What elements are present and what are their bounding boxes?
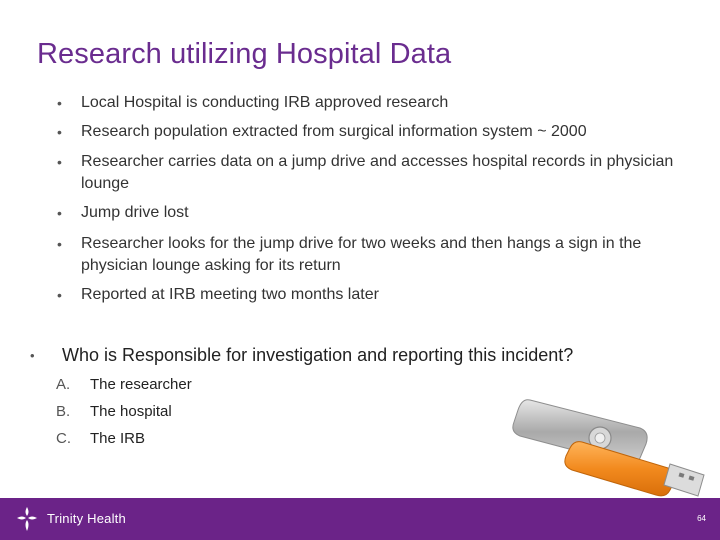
answer-text: The IRB: [90, 430, 146, 447]
answer-text: The researcher: [90, 376, 192, 393]
bullet-text: Research population extracted from surgical information system ~ 2000: [81, 123, 587, 140]
question-text: Who is Responsible for investigation and reporting this incident?: [62, 345, 574, 365]
bullet-dot: •: [57, 124, 62, 140]
slide-title: Research utilizing Hospital Data: [37, 38, 452, 70]
answer-text: The hospital: [90, 403, 172, 420]
brand-name: Trinity Health: [47, 511, 126, 526]
bullet-dot: •: [57, 205, 62, 221]
bullet-text: Reported at IRB meeting two months later: [81, 286, 379, 303]
bullet-dot: •: [57, 287, 62, 303]
page-number: 64: [697, 514, 706, 523]
bullet-text: Researcher looks for the jump drive for two weeks and then hangs a sign in the physician lounge asking for its return: [81, 235, 642, 274]
answer-letter: C.: [56, 430, 71, 447]
answer-letter: A.: [56, 376, 71, 393]
answer-letter: B.: [56, 403, 71, 420]
bullet-text: Local Hospital is conducting IRB approved research: [81, 94, 449, 111]
bullet-dot: •: [30, 348, 35, 363]
footer-bar: [0, 498, 720, 540]
bullet-dot: •: [57, 95, 62, 111]
bullet-text: Researcher carries data on a jump drive and accesses hospital records in physician lounge: [81, 153, 674, 192]
bullet-dot: •: [57, 154, 62, 170]
trinity-health-logo-icon: [15, 505, 39, 533]
usb-connector: [664, 464, 704, 496]
usb-drive-image: [490, 380, 720, 498]
bullet-dot: •: [57, 236, 62, 252]
bullet-text: Jump drive lost: [81, 204, 189, 221]
